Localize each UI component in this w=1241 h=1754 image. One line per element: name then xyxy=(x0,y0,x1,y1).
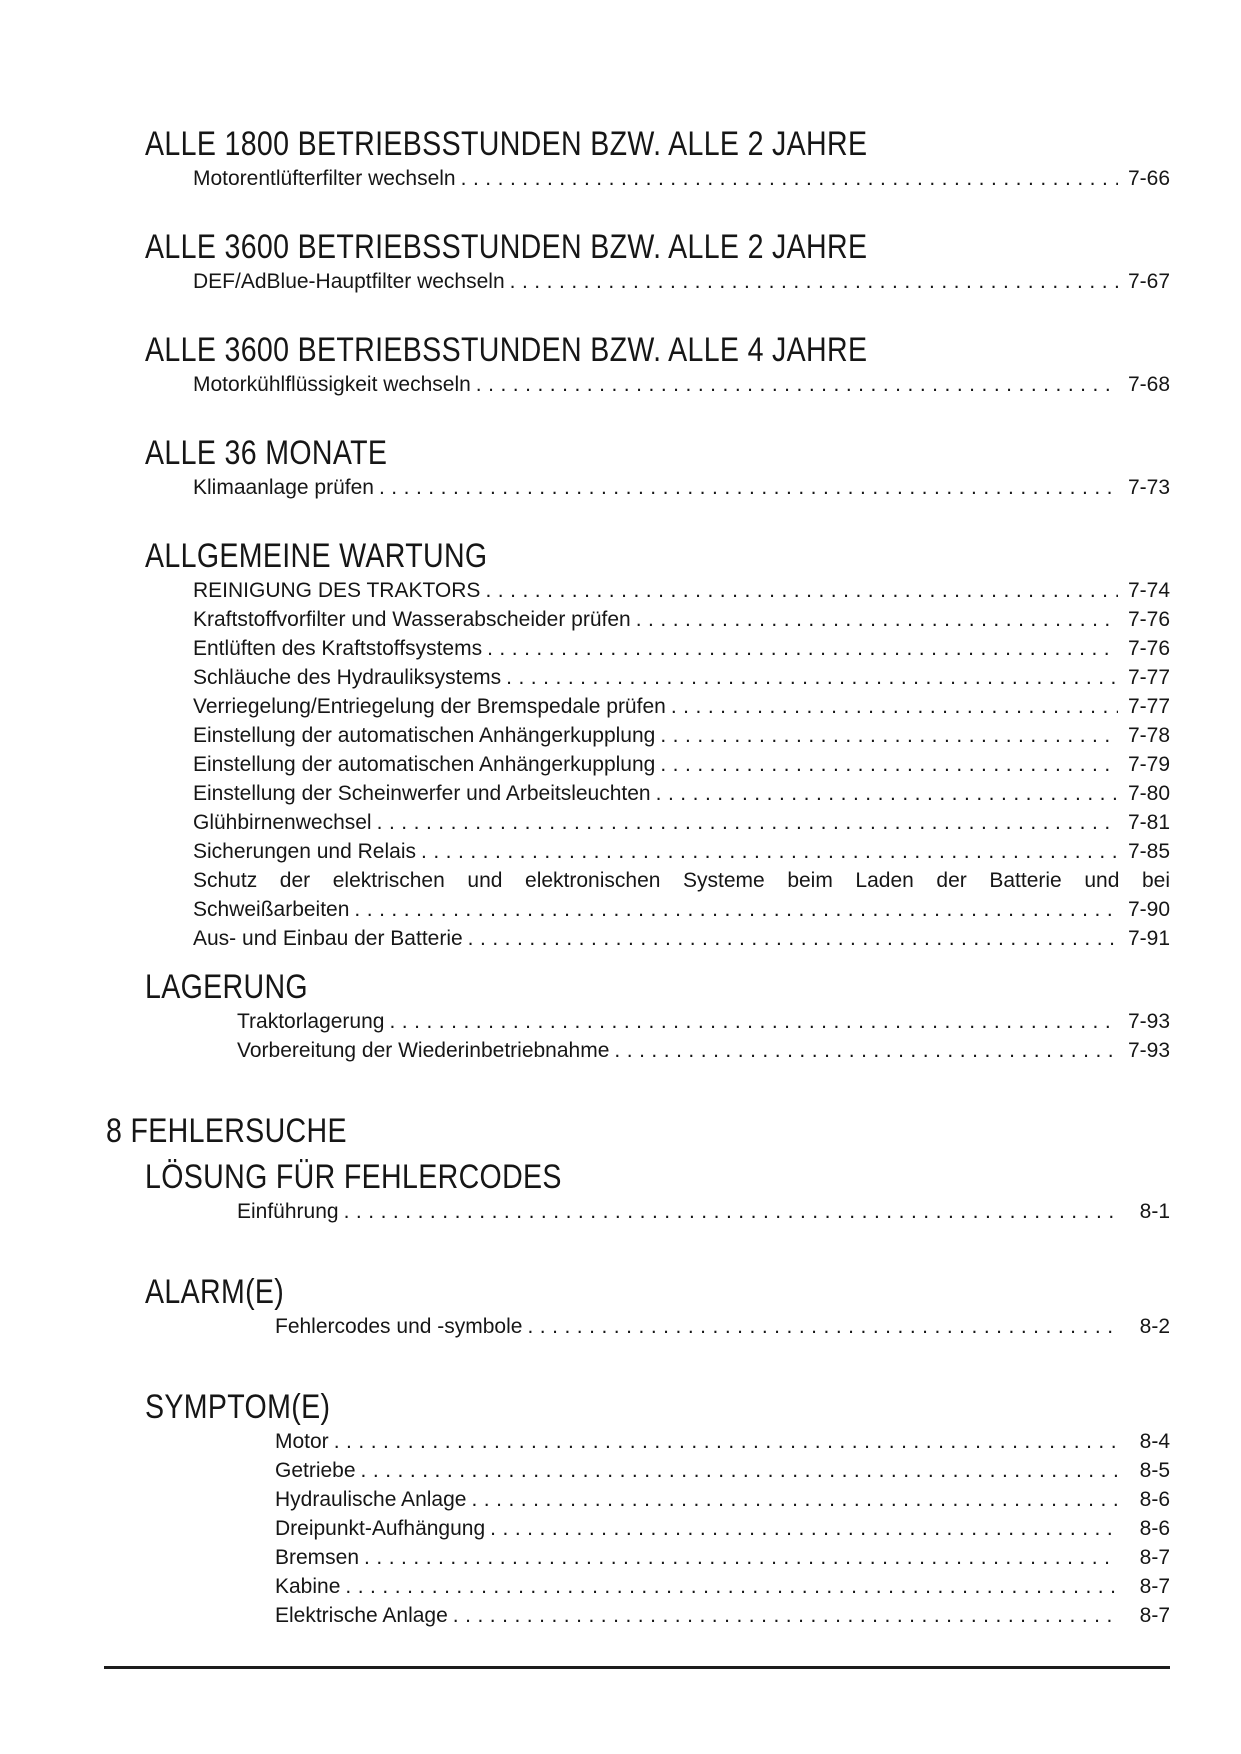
section-entries xyxy=(0,473,1241,502)
dot-leader xyxy=(476,370,1118,399)
section-title: ALLE 3600 BETRIEBSSTUNDEN BZW. ALLE 2 JAHRE xyxy=(145,228,868,266)
toc-section xyxy=(0,1272,1241,1341)
toc-section xyxy=(0,433,1241,502)
toc-entry xyxy=(275,1514,1170,1543)
section-entries xyxy=(0,1197,1241,1226)
toc-entry-page: 7-90 xyxy=(1127,898,1170,921)
toc-section xyxy=(0,536,1241,953)
dot-leader xyxy=(379,473,1118,502)
section-title: LÖSUNG FÜR FEHLERCODES xyxy=(145,1158,562,1196)
toc-entry-page: 7-77 xyxy=(1127,666,1170,689)
toc-entry-label: Motorkühlflüssigkeit wechseln xyxy=(193,373,471,396)
toc-section xyxy=(0,330,1241,399)
toc-entry xyxy=(193,605,1170,634)
toc-entry xyxy=(193,267,1170,296)
toc-entry xyxy=(193,692,1170,721)
toc-entry-page: 8-7 xyxy=(1139,1604,1170,1627)
section-entries xyxy=(0,576,1241,953)
dot-leader xyxy=(671,692,1118,721)
dot-leader xyxy=(660,750,1118,779)
section-entries xyxy=(0,164,1241,193)
dot-leader xyxy=(485,576,1118,605)
toc-entry xyxy=(193,576,1170,605)
dot-leader xyxy=(453,1601,1118,1630)
toc-entry-label: Kraftstoffvorfilter und Wasserabscheider prüfen xyxy=(193,608,631,631)
section-title: ALARM(E) xyxy=(145,1273,285,1311)
toc-entry-page: 8-6 xyxy=(1139,1488,1170,1511)
dot-leader xyxy=(490,1514,1118,1543)
toc-entry-page: 8-4 xyxy=(1139,1430,1170,1453)
toc-entry-page: 8-1 xyxy=(1139,1200,1170,1223)
toc-entry-page: 7-93 xyxy=(1127,1039,1170,1062)
toc-entry-page: 7-66 xyxy=(1127,167,1170,190)
toc-entry-page: 7-85 xyxy=(1127,840,1170,863)
dot-leader xyxy=(614,1036,1118,1065)
toc-entry xyxy=(275,1601,1170,1630)
toc-entry-page: 7-80 xyxy=(1127,782,1170,805)
dot-leader xyxy=(487,634,1118,663)
toc-entry-page: 7-73 xyxy=(1127,476,1170,499)
toc-entry-label: Glühbirnenwechsel xyxy=(193,811,372,834)
toc-entry-page: 7-93 xyxy=(1127,1010,1170,1033)
toc-entry-page: 8-5 xyxy=(1139,1459,1170,1482)
toc-entry xyxy=(237,1197,1170,1226)
dot-leader xyxy=(510,267,1118,296)
section-title: ALLGEMEINE WARTUNG xyxy=(145,537,488,575)
toc-entry-page: 7-81 xyxy=(1127,811,1170,834)
toc-entry xyxy=(275,1485,1170,1514)
toc-entry-multiline xyxy=(0,866,1241,924)
toc-entry-label: Klimaanlage prüfen xyxy=(193,476,374,499)
dot-leader xyxy=(527,1312,1118,1341)
toc-entry-page: 7-78 xyxy=(1127,724,1170,747)
chapter-title: 8 FEHLERSUCHE xyxy=(106,1112,347,1150)
toc-entry-page: 7-91 xyxy=(1127,927,1170,950)
toc-entry xyxy=(275,1427,1170,1456)
toc-entry-page: 7-76 xyxy=(1127,608,1170,631)
dot-leader xyxy=(354,895,1118,924)
toc-section xyxy=(0,1387,1241,1630)
toc-entry-label: Entlüften des Kraftstoffsystems xyxy=(193,637,483,660)
toc-entry-page: 7-76 xyxy=(1127,637,1170,660)
toc-entry xyxy=(237,1007,1170,1036)
toc-entry xyxy=(193,924,1170,953)
toc-entry-line2 xyxy=(193,895,1170,924)
toc-entry xyxy=(193,808,1170,837)
toc-entry-page: 8-6 xyxy=(1139,1517,1170,1540)
toc-entry-label: Fehlercodes und -symbole xyxy=(275,1315,523,1338)
toc-entry xyxy=(193,663,1170,692)
toc-entry xyxy=(193,779,1170,808)
toc-entry-page: 8-2 xyxy=(1139,1315,1170,1338)
toc-entry xyxy=(193,837,1170,866)
toc-entry-label: DEF/AdBlue-Hauptfilter wechseln xyxy=(193,270,505,293)
toc-entry-label: Aus- und Einbau der Batterie xyxy=(193,927,463,950)
section-title: LAGERUNG xyxy=(145,968,308,1006)
toc-section xyxy=(0,1157,1241,1226)
toc-entry-label: Elektrische Anlage xyxy=(275,1604,448,1627)
toc-entry-label: Bremsen xyxy=(275,1546,360,1569)
section-title: ALLE 3600 BETRIEBSSTUNDEN BZW. ALLE 4 JAHRE xyxy=(145,331,868,369)
section-entries xyxy=(0,370,1241,399)
section-title: SYMPTOM(E) xyxy=(145,1388,331,1426)
section-entries xyxy=(0,1007,1241,1065)
section-title: ALLE 1800 BETRIEBSSTUNDEN BZW. ALLE 2 JAHRE xyxy=(145,125,868,163)
toc-entry-page: 8-7 xyxy=(1139,1575,1170,1598)
toc-entry-page: 7-74 xyxy=(1127,579,1170,602)
dot-leader xyxy=(361,1456,1118,1485)
toc-entry-page: 7-67 xyxy=(1127,270,1170,293)
toc-entry-label-line1: Schutz der elektrischen und elektronischen Systeme beim Laden der Batterie und bei xyxy=(193,869,1170,892)
toc-section xyxy=(0,124,1241,193)
toc-entry xyxy=(275,1456,1170,1485)
section-entries xyxy=(0,267,1241,296)
dot-leader xyxy=(656,779,1118,808)
toc-entry xyxy=(193,164,1170,193)
toc-entry-label: Traktorlagerung xyxy=(237,1010,385,1033)
toc-entry-label: Kabine xyxy=(275,1575,341,1598)
dot-leader xyxy=(421,837,1118,866)
dot-leader xyxy=(461,164,1118,193)
toc-entry-label: Einführung xyxy=(237,1200,339,1223)
toc-entry xyxy=(193,634,1170,663)
toc-entry-label: Sicherungen und Relais xyxy=(193,840,416,863)
toc-entry-label: Dreipunkt-Aufhängung xyxy=(275,1517,486,1540)
dot-leader xyxy=(334,1427,1118,1456)
toc-entry xyxy=(237,1036,1170,1065)
dot-leader xyxy=(389,1007,1118,1036)
toc-entry xyxy=(275,1543,1170,1572)
toc-entry xyxy=(275,1312,1170,1341)
toc-entry-label: Motorentlüfterfilter wechseln xyxy=(193,167,456,190)
toc-section xyxy=(0,227,1241,296)
footer-rule xyxy=(104,1666,1170,1669)
toc-entry-label: Hydraulische Anlage xyxy=(275,1488,467,1511)
section-title: ALLE 36 MONATE xyxy=(145,434,388,472)
toc-entry-label: Einstellung der automatischen Anhängerkupplung xyxy=(193,724,656,747)
toc-entry-label: Schweißarbeiten xyxy=(193,898,350,921)
dot-leader xyxy=(377,808,1118,837)
toc-entry-page: 7-77 xyxy=(1127,695,1170,718)
dot-leader xyxy=(364,1543,1118,1572)
dot-leader xyxy=(345,1572,1118,1601)
toc-entry xyxy=(193,370,1170,399)
dot-leader xyxy=(506,663,1118,692)
toc-entry xyxy=(193,721,1170,750)
dot-leader xyxy=(471,1485,1118,1514)
toc-entry-label: Motor xyxy=(275,1430,329,1453)
toc-entry-page: 7-68 xyxy=(1127,373,1170,396)
toc-entry-label: Schläuche des Hydrauliksystems xyxy=(193,666,502,689)
toc-entry-label: REINIGUNG DES TRAKTORS xyxy=(193,579,481,602)
section-entries xyxy=(0,1312,1241,1341)
dot-leader xyxy=(468,924,1118,953)
toc-entry-label: Einstellung der Scheinwerfer und Arbeitsleuchten xyxy=(193,782,651,805)
toc-entry-label: Getriebe xyxy=(275,1459,356,1482)
dot-leader xyxy=(660,721,1118,750)
toc-entry-label: Einstellung der automatischen Anhängerkupplung xyxy=(193,753,656,776)
section-entries xyxy=(0,1427,1241,1630)
toc-entry-page: 7-79 xyxy=(1127,753,1170,776)
toc-entry xyxy=(275,1572,1170,1601)
toc-entry-label: Verriegelung/Entriegelung der Bremspedale prüfen xyxy=(193,695,666,718)
dot-leader xyxy=(636,605,1118,634)
dot-leader xyxy=(344,1197,1118,1226)
toc-entry xyxy=(193,750,1170,779)
toc-entry-label: Vorbereitung der Wiederinbetriebnahme xyxy=(237,1039,610,1062)
toc-entry-page: 8-7 xyxy=(1139,1546,1170,1569)
toc-entry xyxy=(193,473,1170,502)
toc-section xyxy=(0,967,1241,1065)
